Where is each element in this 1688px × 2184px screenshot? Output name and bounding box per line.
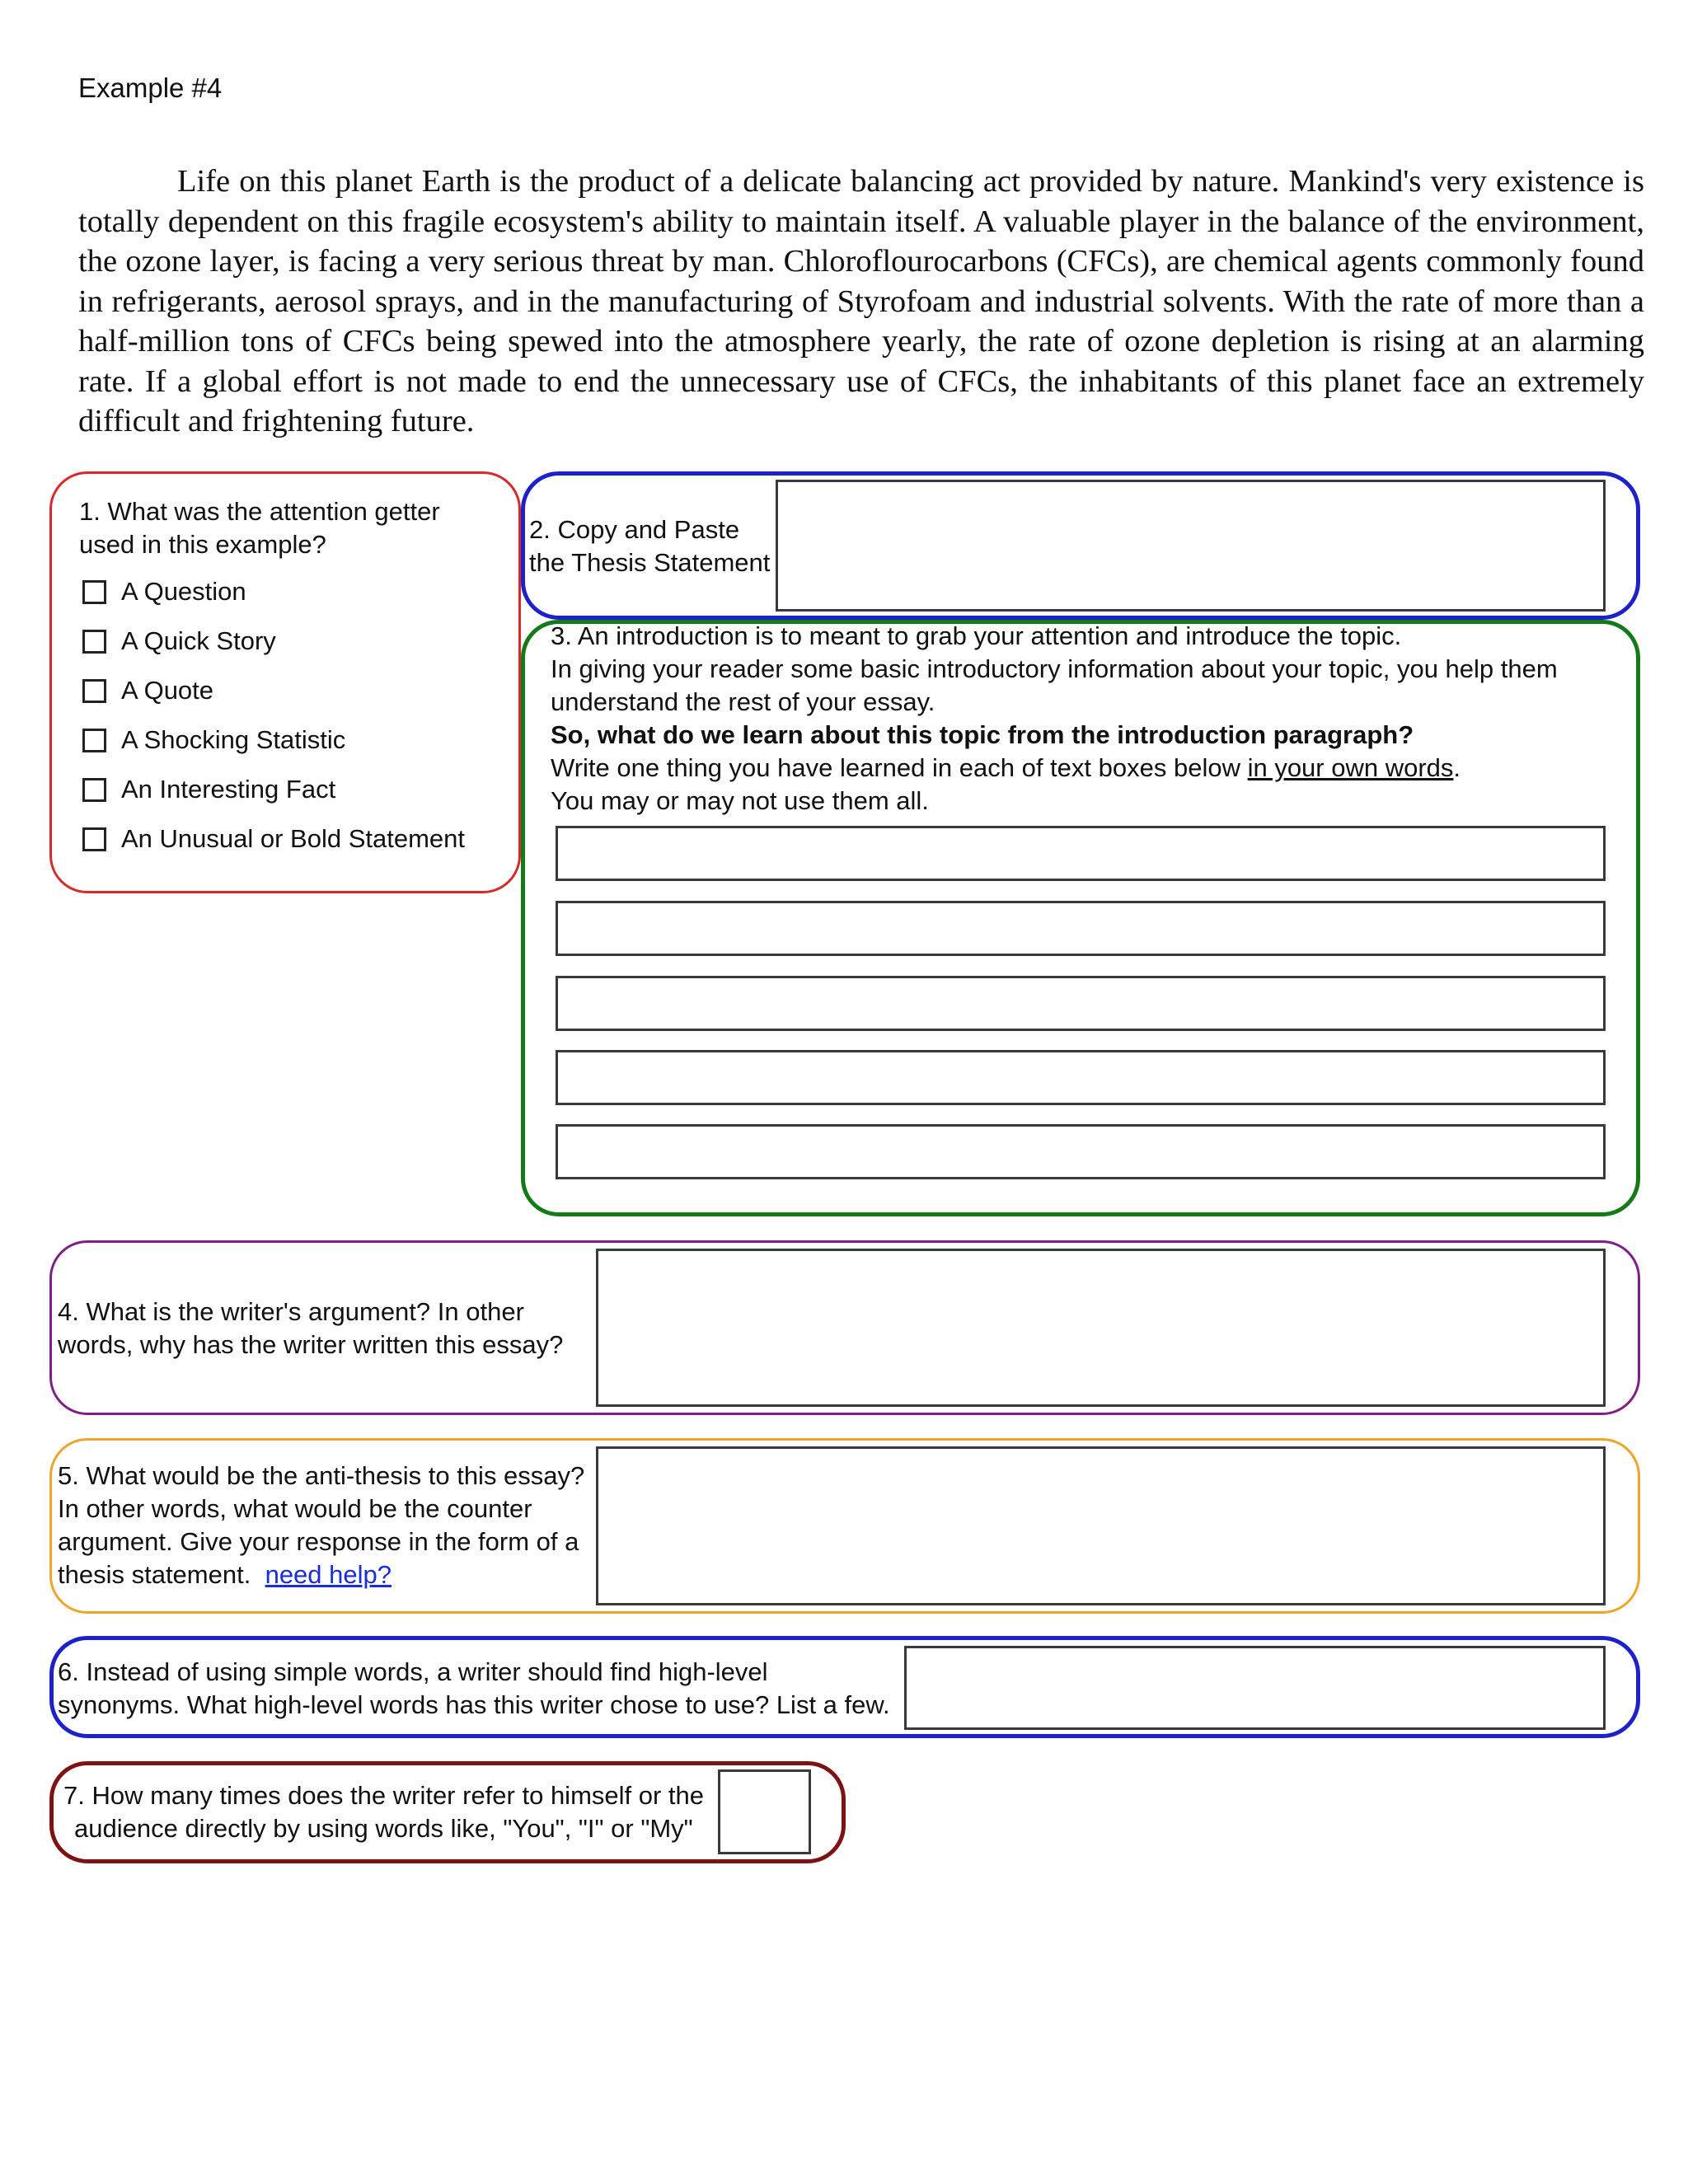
learned-field-3[interactable]	[556, 976, 1606, 1031]
anti-thesis-field[interactable]	[596, 1446, 1606, 1605]
question-5-prompt-line1: 5. What would be the anti-thesis to this essay?	[58, 1461, 585, 1490]
question-3-bold-question: So, what do we learn about this topic from the introduction paragraph?	[551, 720, 1414, 749]
thesis-statement-field[interactable]	[776, 480, 1606, 612]
option-label: An Interesting Fact	[121, 775, 336, 804]
question-2-prompt-line1: 2. Copy and Paste	[529, 515, 740, 544]
instruction-text: Write one thing you have learned in each of text boxes below	[551, 753, 1248, 782]
option-a-question[interactable]	[82, 575, 246, 608]
instruction-period: .	[1453, 753, 1461, 782]
learned-field-4[interactable]	[556, 1050, 1606, 1105]
essay-passage: Life on this planet Earth is the product of a delicate balancing act provided by nature. Mankind's very existence is totally dependent on this fragile ecosystem's ability to maintain itself. A valuable player in the balance of the environment, the ozone layer, is facing a very serious threat by man. Chloroflourocarbons (CFCs), are chemical agents commonly found in refrigerants, aerosol sprays, and in the manufacturing of Styrofoam and industrial solvents. With the rate of more than a half-million tons of CFCs being spewed into the atmosphere yearly, the rate of ozone depletion is rising at an alarming rate. If a global effort is not made to end the unnecessary use of CFCs, the inhabitants of this planet face an extremely difficult and frightening future.	[78, 164, 1644, 438]
option-label: An Unusual or Bold Statement	[121, 824, 466, 853]
checkbox-an-interesting-fact[interactable]	[82, 778, 106, 802]
checkbox-a-question[interactable]	[82, 580, 106, 604]
question-2-prompt-line2: the Thesis Statement	[529, 548, 771, 577]
question-5-prompt-line4	[58, 1558, 392, 1591]
question-7-prompt-line2: audience directly by using words like, "You", "I" or "My"	[74, 1814, 693, 1843]
question-5-line4-text: thesis statement.	[58, 1560, 258, 1589]
question-1-prompt-line2: used in this example?	[79, 530, 326, 559]
question-6-prompt-line2: synonyms. What high-level words has this writer chose to use? List a few.	[58, 1690, 890, 1719]
count-field[interactable]	[718, 1769, 811, 1854]
question-3-prompt-line6: You may or may not use them all.	[551, 786, 929, 815]
option-a-quick-story[interactable]	[82, 625, 276, 658]
checkbox-a-quick-story[interactable]	[82, 630, 106, 654]
question-7-prompt-line1: 7. How many times does the writer refer to himself or the	[63, 1781, 705, 1810]
learned-field-2[interactable]	[556, 901, 1606, 956]
question-3-prompt-line3: understand the rest of your essay.	[551, 687, 935, 716]
question-4-prompt-line1: 4. What is the writer's argument? In other	[58, 1297, 524, 1326]
checkbox-a-shocking-statistic[interactable]	[82, 729, 106, 752]
option-label: A Shocking Statistic	[121, 725, 346, 754]
own-words-emphasis: in your own words	[1247, 753, 1454, 782]
question-3-instruction	[551, 752, 1461, 785]
checkbox-a-quote[interactable]	[82, 679, 106, 703]
question-3-prompt-line1: 3. An introduction is to meant to grab your attention and introduce the topic.	[551, 621, 1402, 650]
option-an-interesting-fact[interactable]	[82, 773, 335, 806]
question-1-prompt-line1: 1. What was the attention getter	[79, 497, 440, 526]
need-help-link[interactable]: need help?	[265, 1560, 392, 1589]
option-label: A Question	[121, 577, 246, 606]
question-5-prompt-line2: In other words, what would be the counter	[58, 1494, 532, 1523]
learned-field-1[interactable]	[556, 826, 1606, 881]
option-label: A Quote	[121, 676, 214, 705]
high-level-words-field[interactable]	[904, 1646, 1606, 1730]
learned-field-5[interactable]	[556, 1124, 1606, 1179]
question-5-prompt-line3: argument. Give your response in the form of a	[58, 1527, 579, 1556]
question-4-prompt-line2: words, why has the writer written this essay?	[58, 1330, 564, 1359]
question-3-prompt-line2: In giving your reader some basic introductory information about your topic, you help them	[551, 654, 1558, 683]
example-label: Example #4	[78, 73, 223, 103]
checkbox-an-unusual-or-bold-statement[interactable]	[82, 827, 106, 851]
argument-field[interactable]	[596, 1249, 1606, 1407]
option-an-unusual-or-bold-statement[interactable]	[82, 823, 465, 855]
option-a-quote[interactable]	[82, 674, 213, 707]
option-label: A Quick Story	[121, 626, 276, 655]
question-6-prompt-line1: 6. Instead of using simple words, a writer should find high-level	[58, 1657, 768, 1686]
option-a-shocking-statistic[interactable]	[82, 724, 345, 757]
